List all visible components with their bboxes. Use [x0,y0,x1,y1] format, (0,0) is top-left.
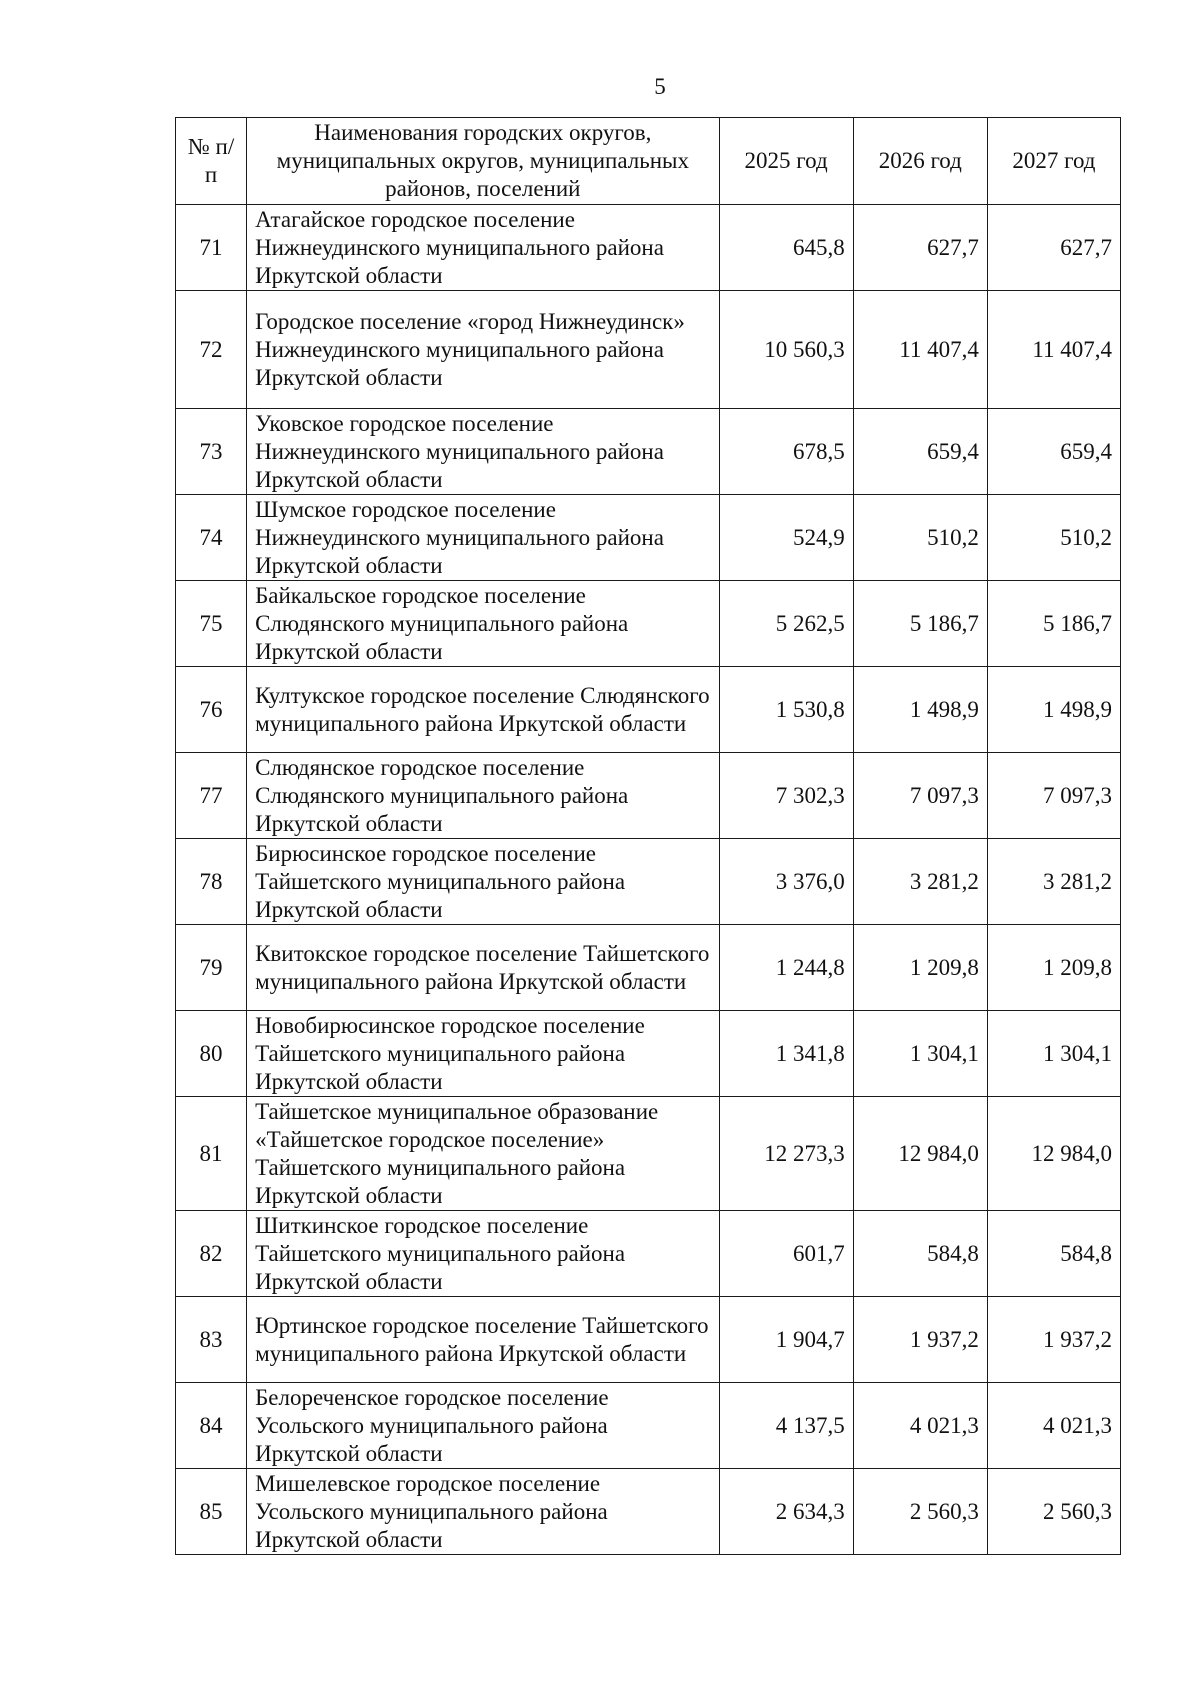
header-2025: 2025 год [719,118,853,205]
value-2027: 1 304,1 [987,1011,1120,1097]
header-num: № п/п [176,118,247,205]
page-number: 5 [654,74,666,99]
row-name: Слюдянское городское поселение Слюдянского муниципального района Иркутской области [247,753,720,839]
row-name: Белореченское городское поселение Усольского муниципального района Иркутской области [247,1383,720,1469]
header-2026: 2026 год [853,118,987,205]
table-row [176,1011,1121,1097]
table-row [176,1211,1121,1297]
table-header-row [176,118,1121,205]
row-number: 74 [176,495,247,581]
value-2025: 10 560,3 [719,291,853,409]
row-name: Новобирюсинское городское поселение Тайшетского муниципального района Иркутской области [247,1011,720,1097]
row-number: 71 [176,205,247,291]
row-number: 77 [176,753,247,839]
table-row [176,1297,1121,1383]
value-2026: 627,7 [853,205,987,291]
value-2025: 678,5 [719,409,853,495]
value-2025: 645,8 [719,205,853,291]
budget-table [175,117,1121,1555]
row-name: Тайшетское муниципальное образование «Тайшетское городское поселение» Тайшетского муниципального района Иркутской области [247,1097,720,1211]
value-2027: 3 281,2 [987,839,1120,925]
value-2026: 1 304,1 [853,1011,987,1097]
value-2027: 5 186,7 [987,581,1120,667]
value-2025: 524,9 [719,495,853,581]
row-name: Городское поселение «город Нижнеудинск» Нижнеудинского муниципального района Иркутской области [247,291,720,409]
table-row [176,495,1121,581]
row-name: Байкальское городское поселение Слюдянского муниципального района Иркутской области [247,581,720,667]
value-2026: 1 209,8 [853,925,987,1011]
value-2027: 584,8 [987,1211,1120,1297]
row-number: 80 [176,1011,247,1097]
value-2026: 7 097,3 [853,753,987,839]
row-number: 83 [176,1297,247,1383]
header-name: Наименования городских округов, муниципальных округов, муниципальных районов, поселений [247,118,720,205]
value-2027: 627,7 [987,205,1120,291]
value-2026: 1 498,9 [853,667,987,753]
table-row [176,753,1121,839]
value-2026: 5 186,7 [853,581,987,667]
value-2025: 1 904,7 [719,1297,853,1383]
value-2027: 1 937,2 [987,1297,1120,1383]
value-2026: 12 984,0 [853,1097,987,1211]
value-2025: 2 634,3 [719,1469,853,1555]
value-2026: 2 560,3 [853,1469,987,1555]
row-number: 79 [176,925,247,1011]
row-number: 81 [176,1097,247,1211]
table-row [176,581,1121,667]
value-2027: 11 407,4 [987,291,1120,409]
value-2025: 5 262,5 [719,581,853,667]
row-name: Мишелевское городское поселение Усольского муниципального района Иркутской области [247,1469,720,1555]
table-row [176,1469,1121,1555]
row-name: Шиткинское городское поселение Тайшетского муниципального района Иркутской области [247,1211,720,1297]
table-row [176,667,1121,753]
value-2027: 1 209,8 [987,925,1120,1011]
value-2025: 4 137,5 [719,1383,853,1469]
table-row [176,925,1121,1011]
row-name: Атагайское городское поселение Нижнеудинского муниципального района Иркутской области [247,205,720,291]
row-name: Шумское городское поселение Нижнеудинского муниципального района Иркутской области [247,495,720,581]
value-2026: 3 281,2 [853,839,987,925]
value-2026: 659,4 [853,409,987,495]
table-row [176,1383,1121,1469]
table-row [176,839,1121,925]
row-name: Квитокское городское поселение Тайшетского муниципального района Иркутской области [247,925,720,1011]
value-2026: 4 021,3 [853,1383,987,1469]
table-row [176,205,1121,291]
value-2025: 12 273,3 [719,1097,853,1211]
table-row [176,1097,1121,1211]
value-2027: 510,2 [987,495,1120,581]
value-2025: 1 341,8 [719,1011,853,1097]
row-name: Култукское городское поселение Слюдянского муниципального района Иркутской области [247,667,720,753]
row-number: 78 [176,839,247,925]
row-number: 72 [176,291,247,409]
row-number: 85 [176,1469,247,1555]
header-2027: 2027 год [987,118,1120,205]
table-row [176,291,1121,409]
table-row [176,409,1121,495]
row-number: 73 [176,409,247,495]
row-number: 82 [176,1211,247,1297]
value-2025: 7 302,3 [719,753,853,839]
value-2027: 2 560,3 [987,1469,1120,1555]
value-2025: 1 244,8 [719,925,853,1011]
value-2027: 4 021,3 [987,1383,1120,1469]
value-2027: 1 498,9 [987,667,1120,753]
value-2025: 1 530,8 [719,667,853,753]
value-2027: 12 984,0 [987,1097,1120,1211]
value-2026: 1 937,2 [853,1297,987,1383]
value-2026: 510,2 [853,495,987,581]
value-2026: 584,8 [853,1211,987,1297]
row-name: Бирюсинское городское поселение Тайшетского муниципального района Иркутской области [247,839,720,925]
row-number: 84 [176,1383,247,1469]
row-number: 75 [176,581,247,667]
value-2027: 659,4 [987,409,1120,495]
value-2027: 7 097,3 [987,753,1120,839]
value-2025: 601,7 [719,1211,853,1297]
value-2026: 11 407,4 [853,291,987,409]
row-number: 76 [176,667,247,753]
value-2025: 3 376,0 [719,839,853,925]
row-name: Уковское городское поселение Нижнеудинского муниципального района Иркутской области [247,409,720,495]
row-name: Юртинское городское поселение Тайшетского муниципального района Иркутской области [247,1297,720,1383]
